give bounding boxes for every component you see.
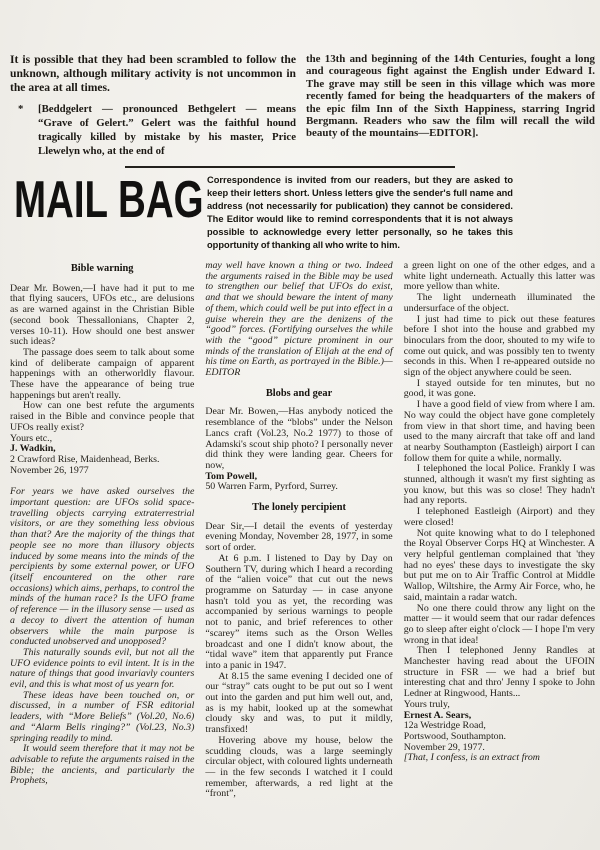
letter-paragraph: How can one best refute the arguments raised in the Bible and convince people that UFOs really exist? xyxy=(10,400,195,433)
top-left-column xyxy=(10,53,296,158)
letters-column-3 xyxy=(404,261,595,800)
footnote-continuation: the 13th and beginning of the 14th Centuries, fought a long and courageous fight against the English under Edward I. The grave may still be seen in this village which was more recently famed for being the headquarters of the makers of the epic film Inn of the Sixth Happiness, starring Ingrid Bergmann. Readers who saw the film will recall the wild beauty of the mountains—EDITOR]. xyxy=(306,53,595,140)
address-line: November 26, 1977 xyxy=(10,464,89,476)
letter-paragraph: Dear Mr. Bowen,—I have had it put to me that flying saucers, UFOs etc., are delusions as are warned against in the Christian Bible (second book Thessallonians, Chapter 2, verses 10-11). How should one best answer such ideas? xyxy=(10,282,195,348)
letter-paragraph: The passage does seem to talk about some kind of deliberate campaign of apparent happenings with an otherworldly flavour. These have the appearance of being true happenings but aren't really. xyxy=(10,346,195,401)
valediction-line: Yours etc., xyxy=(10,432,53,444)
letters-column-1 xyxy=(10,261,194,800)
editor-reply-paragraph: For years we have asked ourselves the important question: are UFOs solid space-travelling objects carrying extraterrestrial visitors, or are they something less obvious than that? Are the majority of the things that people see no more than illusory objects induced by some means into the minds of the percipients by some external power, or UFO (itself encountered on the other rare occasions) which aims, perhaps, to control the minds of the human race? Is the UFO frame of reference — in the illusory sense — used as a decoy to divert the attention of human observers while the main purpose is conducted unobserved and unopposed? xyxy=(10,486,195,648)
letter-heading: Bible warning xyxy=(70,263,134,274)
letter-paragraph: I stayed outside for ten minutes, but no good, it was gone. xyxy=(403,377,595,400)
signature-name: Tom Powell, xyxy=(205,470,258,482)
editor-reply-paragraph: may well have known a thing or two. Indeed the arguments raised in the Bible may be used to strengthen our belief that UFOs do exist, and that we should beware the intent of many of them, which could well be put into effect in a guise wherein they are the denizens of the “good” forces. (Fortifying ourselves the while with the “good” picture prominent in our minds of the translation of Elijah at the end of his time on Earth, as portrayed in the Bible.)—EDITOR xyxy=(205,260,393,379)
continuation-paragraph: It is possible that they had been scrambled to follow the unknown, although military activity is not uncommon in the area at all times. xyxy=(10,53,296,94)
editor-reply-paragraph: This naturally sounds evil, but not all the UFO evidence points to evil intent. It is in the nature of things that good invariavly counters evil, and this is what most of us yearn for. xyxy=(10,646,195,691)
letters-section xyxy=(0,252,600,800)
editor-reply-paragraph: These ideas have been touched on, or discussed, in a number of FSR editorial leaders, with “More Beliefs” (Vol.20, No.6) and “Alarm Bells ringing?” (Vol.23, No.3) springing readily to mind. xyxy=(10,689,195,744)
letter-paragraph: Dear Sir,—I detail the events of yesterday evening Monday, November 28, 1977, in some sort of order. xyxy=(205,520,393,554)
editor-footnote xyxy=(10,102,296,158)
letter-paragraph: Then I telephoned Jenny Randles at Manchester having read about the UFOIN structure in FSR — we had a brief but interesting chat and thro' Jenny I spoke to John Ledner at Ringwood, Hants... xyxy=(403,645,595,700)
signature-name: J. Wadkin, xyxy=(10,443,56,455)
valediction-line: Yours truly, xyxy=(403,698,450,710)
letter-paragraph: I telephoned the local Police. Frankly I was stunned, although it wasn't my first sighting as you know, but this was so close! They hadn't had any reports. xyxy=(403,463,595,507)
footnote-asterisk: * xyxy=(18,103,24,115)
letter-paragraph: No one there could throw any light on the matter — it would seem that our radar defences go to sleep after eight o'clock — I hope I'm very wrong in that idea! xyxy=(403,602,595,646)
address-line: 12a Westridge Road, xyxy=(403,720,486,732)
top-continuation-section xyxy=(0,0,600,158)
editor-reply-paragraph: It would seem therefore that it may not be advisable to refute the arguments raised in the Bible; the ancients, and particularly the Prophets, xyxy=(10,743,195,787)
letter-paragraph: I just had time to pick out these features before I shot into the house and grabbed my binoculars from the door, shouted to my wife to come out quick, and was possibly ten to twenty seconds in this. When I re-appeared outside no sign of the object anywhere could be seen. xyxy=(403,313,595,379)
letters-column-2 xyxy=(205,261,392,800)
address-line: November 29, 1977. xyxy=(403,741,485,753)
footnote-text: [Beddgelert — pronounced Bethgelert — means “Grave of Gelert.” Gelert was the faithful hound tragically killed by mistake by his master, Price Llewelyn who, at the end of xyxy=(38,103,296,157)
address-line: 2 Crawford Rise, Maidenhead, Berks. xyxy=(10,453,160,465)
page-title: MAIL BAG xyxy=(14,171,204,229)
address-line: Portswood, Southampton. xyxy=(403,730,507,742)
address-line: 50 Warren Farm, Pyrford, Surrey. xyxy=(205,481,338,493)
editor-reply-paragraph: [That, I confess, is an extract from xyxy=(403,752,540,764)
editor-notice: Correspondence is invited from our readers, but they are asked to keep their letters short. Unless letters give the sender's full name and address (not necessarily for publication) they cannot be considered. The Editor would like to remind correspondents that it is not always possible to acknowledge every letter personally, so he takes this opportunity of thanking all who write to him. xyxy=(207,175,513,250)
letter-paragraph: I telephoned Eastleigh (Airport) and they were closed! xyxy=(403,506,595,528)
top-right-column xyxy=(306,53,595,158)
letter-heading: The lonely percipient xyxy=(252,502,346,514)
letter-paragraph: Not quite knowing what to do I telephoned the Royal Observer Corps HQ at Winchester. A very helpful gentleman complained that 'they had no eyes' these days to investigate the sky but put me on to Air Traffic Control at Middle Wallop, Wiltshire, the Army Air Force, who, he said, maintain a radar watch. xyxy=(403,527,595,603)
signature-name: Ernest A. Sears, xyxy=(403,709,472,721)
letter-paragraph: At 6 p.m. I listened to Day by Day on Southern TV, during which I heard a recording of the “alien voice” that cut out the news programme on Saturday — in case anyone hasn't told you as yet, the recording was accompanied by serious warnings to people not to panic, and brief references to other “scarey” items such as the Orson Welles broadcast and one I didn't know about, the “tidal wave” item that apparently put France into a panic in 1947. xyxy=(205,552,393,671)
letter-paragraph: The light underneath illuminated the undersurface of the object. xyxy=(403,292,595,314)
letter-paragraph: I have a good field of view from where I am. No way could the object have gone completely from view in that short time, and having been used to the many aircraft that take off and land at nearby Southampton (Eastleigh) airport I can follow them for quite a while, normally. xyxy=(403,399,595,464)
letter-paragraph: Hovering above my house, below the scudding clouds, was a large seemingly circular object, with coloured lights underneath — in the few seconds I watched it I could remember, afterwards, a red light at the “front”, xyxy=(205,734,393,800)
letter-paragraph: a green light on one of the other edges, and a white light underneath. Actually this latter was more yellow than white. xyxy=(403,260,595,293)
letter-paragraph: Dear Mr. Bowen,—Has anybody noticed the resemblance of the “blobs” under the Nelson Lancs craft (Vol.23, No.2 1977) to those of Adamski's scout ship photo? I personally never did think they were landing gear. Cheers for now, xyxy=(205,406,393,471)
letter-heading: Blobs and gear xyxy=(265,387,333,399)
mailbag-masthead xyxy=(0,168,600,252)
letter-paragraph: At 8.15 the same evening I decided one of our “stray” cats ought to be put out so I went out into the garden and put him well out, and, as is my habit, looked up at the somewhat cloudy sky and was, to put it mildly, transfixed! xyxy=(205,670,393,736)
